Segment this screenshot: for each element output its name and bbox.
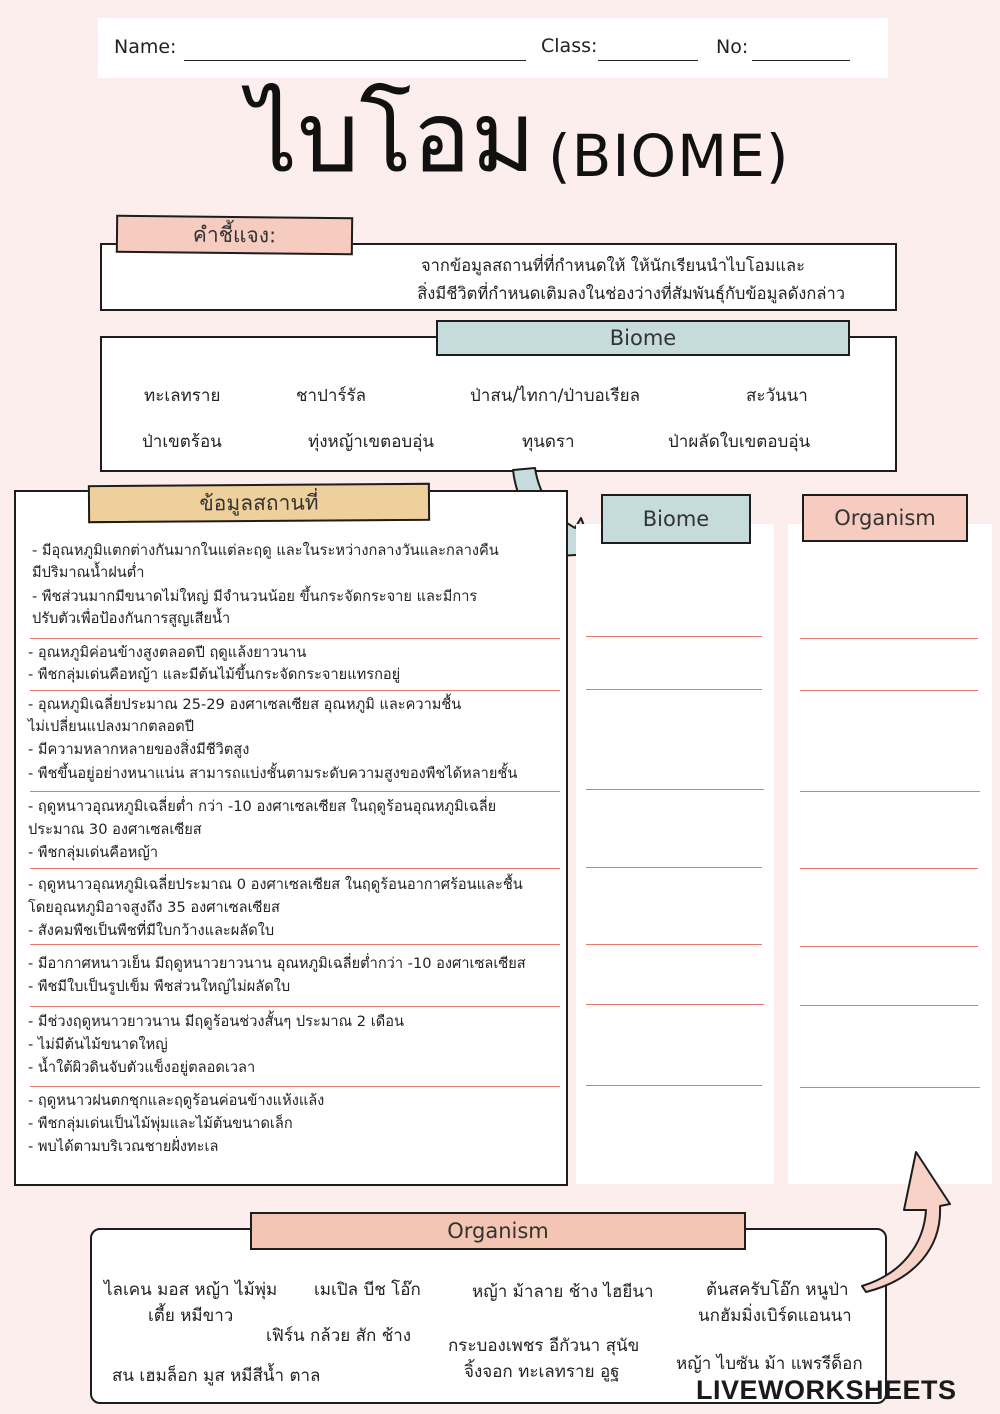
liveworksheets-logo: LIVEWORKSHEETS — [696, 1375, 957, 1405]
page-title-thai: ไบโอม — [248, 81, 536, 195]
info-line: - พืชขึ้นอยู่อย่างหนาแน่น สามารถแบ่งชั้นตามระดับความสูงของพืชได้หลายชั้น — [28, 765, 518, 782]
biome-option-tundra: ทุนดรา — [522, 432, 575, 452]
organism-group-text: หญ้า ม้าลาย ช้าง ไฮยีนา — [472, 1282, 654, 1302]
biome-column-label: Biome — [601, 494, 751, 544]
organism-answer-6[interactable] — [800, 1005, 978, 1006]
info-line: - พืชกลุ่มเด่นคือหญ้า และมีต้นไม้ขึ้นกระจัดกระจายแทรกอยู่ — [28, 666, 401, 683]
biome-option-chaparral: ชาปาร์รัล — [296, 386, 367, 406]
biome-bank-label: Biome — [436, 320, 850, 356]
page-title-english: (BIOME) — [548, 122, 790, 190]
info-line: - อุณหภูมิค่อนข้างสูงตลอดปี ฤดูแล้งยาวนาน — [28, 644, 307, 661]
info-line: - มีความหลากหลายของสิ่งมีชีวิตสูง — [28, 741, 250, 758]
info-line: - พืชมีใบเป็นรูปเข็ม พืชส่วนใหญ่ไม่ผลัดใบ — [28, 978, 291, 995]
biome-answer-7[interactable] — [586, 1085, 762, 1086]
info-label: ข้อมูลสถานที่ — [88, 483, 430, 523]
biome-answer-2[interactable] — [586, 689, 762, 690]
info-separator — [30, 1006, 560, 1007]
organism-group-text: เมเปิล บีช โอ๊ก — [314, 1280, 421, 1300]
info-line: - อุณหภูมิเฉลี่ยประมาณ 25-29 องศาเซลเซียส อุณหภูมิ และความชื้น — [28, 696, 462, 713]
info-line: มีปริมาณน้ำฝนต่ำ — [32, 564, 145, 581]
biome-option-savanna: สะวันนา — [746, 386, 808, 406]
info-line: - มีช่วงฤดูหนาวยาวนาน มีฤดูร้อนช่วงสั้นๆ ประมาณ 2 เดือน — [28, 1013, 404, 1030]
biome-option-taiga: ป่าสน/ไทกา/ป่าบอเรียล — [470, 386, 641, 406]
organism-group-text: เตี้ย หมีขาว — [148, 1306, 234, 1326]
biome-option-desert: ทะเลทราย — [144, 386, 221, 406]
info-separator — [30, 1086, 560, 1087]
info-line: - พืชส่วนมากมีขนาดไม่ใหญ่ มีจำนวนน้อย ขึ้นกระจัดกระจาย และมีการ — [32, 588, 478, 605]
info-line: - ฤดูหนาวอุณหภูมิเฉลี่ยประมาณ 0 องศาเซลเซียส ในฤดูร้อนอากาศร้อนและชื้น — [28, 876, 523, 893]
organism-group-text: นกฮัมมิ่งเบิร์ดแอนนา — [698, 1306, 852, 1326]
biome-answer-3[interactable] — [586, 789, 764, 790]
info-line: ไม่เปลี่ยนแปลงมากตลอดปี — [28, 718, 194, 735]
info-line: โดยอุณหภูมิอาจสูงถึง 35 องศาเซลเซียส — [28, 899, 280, 916]
info-box — [14, 490, 568, 1186]
organism-column-label: Organism — [802, 494, 968, 542]
info-line: - มีอากาศหนาวเย็น มีฤดูหนาวยาวนาน อุณหภูมิเฉลี่ยต่ำกว่า -10 องศาเซลเซียส — [28, 955, 526, 972]
biome-answer-1[interactable] — [586, 636, 762, 637]
organism-group-text: กระบองเพชร อีกัวนา สุนัข — [448, 1336, 640, 1356]
organism-answer-panel — [788, 524, 992, 1184]
info-line: - พืชกลุ่มเด่นเป็นไม้พุ่มและไม้ต้นขนาดเล็ก — [28, 1115, 293, 1132]
organism-group-text: หญ้า ไบซัน ม้า แพรรีด็อก — [676, 1354, 863, 1374]
name-strip — [98, 18, 888, 78]
info-line: ประมาณ 30 องศาเซลเซียส — [28, 821, 202, 838]
info-separator — [30, 868, 560, 869]
info-line: - ฤดูหนาวอุณหภูมิเฉลี่ยต่ำ กว่า -10 องศาเซลเซียส ในฤดูร้อนอุณหภูมิเฉลี่ย — [28, 798, 497, 815]
instructions-line-2: สิ่งมีชีวิตที่กำหนดเติมลงในช่องว่างที่สัมพันธุ์กับข้อมูลดังกล่าว — [417, 284, 845, 303]
name-field[interactable] — [184, 60, 526, 61]
organism-answer-4[interactable] — [800, 868, 978, 869]
info-line: ปรับตัวเพื่อป้องกันการสูญเสียน้ำ — [32, 610, 231, 627]
info-line: - ไม่มีต้นไม้ขนาดใหญ่ — [28, 1036, 168, 1053]
curved-up-arrow-icon — [854, 1144, 964, 1294]
organism-group-text: ต้นสครับโอ๊ก หนูป่า — [706, 1280, 849, 1300]
no-field[interactable] — [752, 60, 850, 61]
info-line: - พืชกลุ่มเด่นคือหญ้า — [28, 844, 159, 861]
instructions-line-1: จากข้อมูลสถานที่ที่กำหนดให้ ให้นักเรียนนำไบโอมและ — [421, 256, 805, 275]
class-label: Class: — [541, 35, 598, 57]
organism-answer-1[interactable] — [800, 638, 978, 639]
biome-option-deciduous-forest: ป่าผลัดใบเขตอบอุ่น — [668, 432, 811, 452]
info-separator — [30, 791, 560, 792]
biome-answer-4[interactable] — [586, 867, 762, 868]
organism-answer-5[interactable] — [800, 946, 978, 947]
name-label: Name: — [114, 36, 177, 58]
biome-bank-box — [100, 336, 897, 472]
biome-option-tropical-forest: ป่าเขตร้อน — [142, 432, 222, 452]
biome-option-temperate-grassland: ทุ่งหญ้าเขตอบอุ่น — [308, 432, 435, 452]
instructions-label: คำชี้แจง: — [116, 215, 353, 255]
biome-answer-5[interactable] — [586, 944, 762, 945]
info-separator — [30, 638, 560, 639]
no-label: No: — [716, 36, 749, 58]
organism-bank-label: Organism — [250, 1212, 746, 1250]
info-separator — [30, 690, 560, 691]
info-line: - สังคมพืชเป็นพืชที่มีใบกว้างและผลัดใบ — [28, 922, 275, 939]
organism-group-text: เฟิร์น กล้วย สัก ช้าง — [266, 1326, 412, 1346]
biome-answer-6[interactable] — [586, 1004, 764, 1005]
info-line: - มีอุณหภูมิแตกต่างกันมากในแต่ละฤดู และในระหว่างกลางวันและกลางคืน — [32, 542, 499, 559]
info-line: - น้ำใต้ผิวดินจับตัวแข็งอยู่ตลอดเวลา — [28, 1059, 256, 1076]
info-line: - ฤดูหนาวฝนตกชุกและฤดูร้อนค่อนข้างแห้งแล้ง — [28, 1092, 325, 1109]
organism-answer-2[interactable] — [800, 690, 978, 691]
organism-group-text: ไลเคน มอส หญ้า ไม้พุ่ม — [104, 1280, 278, 1300]
class-field[interactable] — [598, 60, 698, 61]
organism-group-text: สน เฮมล็อก มูส หมีสีน้ำ ตาล — [112, 1366, 321, 1386]
info-line: - พบได้ตามบริเวณชายฝั่งทะเล — [28, 1138, 219, 1155]
organism-answer-7[interactable] — [800, 1087, 980, 1088]
organism-answer-3[interactable] — [800, 791, 980, 792]
organism-group-text: จิ้งจอก ทะเลทราย อูฐ — [464, 1362, 620, 1382]
info-separator — [30, 944, 560, 945]
